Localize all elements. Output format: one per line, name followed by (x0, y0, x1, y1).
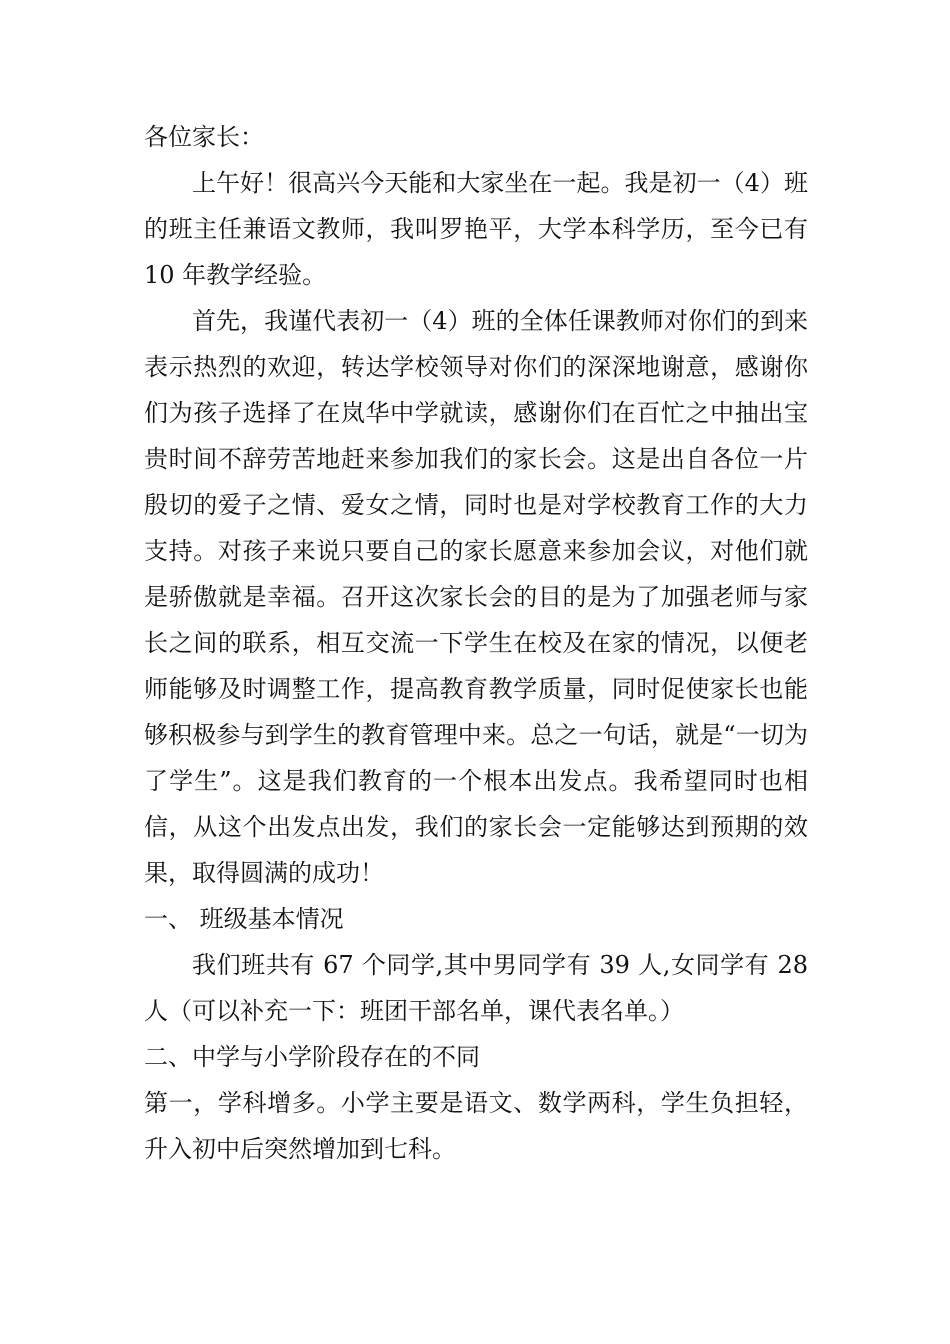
intro-paragraph: 上午好！很高兴今天能和大家坐在一起。我是初一（4）班的班主任兼语文教师，我叫罗艳平，大学本科学历，至今已有 10 年教学经验。 (144, 169, 808, 289)
document-body (144, 114, 808, 1172)
class-overview-paragraph: 我们班共有 67 个同学,其中男同学有 39 人,女同学有 28 人（可以补充一下：班团干部名单，课代表名单。） (144, 951, 808, 1025)
section-heading-class-overview: 一、 班级基本情况 (144, 905, 344, 933)
welcome-paragraph: 首先，我谨代表初一（4）班的全体任课教师对你们的到来表示热烈的欢迎，转达学校领导对你们的深深地谢意，感谢你们为孩子选择了在岚华中学就读，感谢你们在百忙之中抽出宝贵时间不辞劳苦地赶来参加我们的家长会。这是出自各位一片殷切的爱子之情、爱女之情，同时也是对学校教育工作的大力支持。对孩子来说只要自己的家长愿意来参加会议，对他们就是骄傲就是幸福。召开这次家长会的目的是为了加强老师与家长之间的联系，相互交流一下学生在校及在家的情况，以便老师能够及时调整工作，提高教育教学质量，同时促使家长也能够积极参与到学生的教育管理中来。总之一句话，就是“一切为了学生”。这是我们教育的一个根本出发点。我希望同时也相信，从这个出发点出发，我们的家长会一定能够达到预期的效果，取得圆满的成功！ (144, 307, 808, 887)
difference-point-1: 第一，学科增多。小学主要是语文、数学两科，学生负担轻，升入初中后突然增加到七科。 (144, 1089, 808, 1163)
section-heading-differences: 二、中学与小学阶段存在的不同 (144, 1043, 480, 1071)
greeting: 各位家长： (144, 123, 264, 151)
